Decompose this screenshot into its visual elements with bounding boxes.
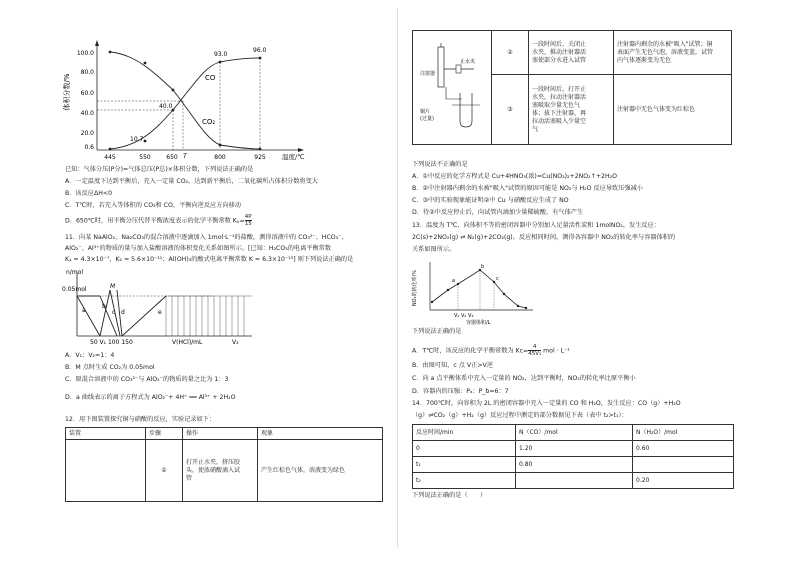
q11-option-a: A．V₁：V₂=1：4 [65,352,115,359]
curve-b-label: b [102,303,106,310]
y-tick-0.6: 0.6 [84,144,94,151]
q14-th-co: N（CO）/mol [516,425,633,441]
q14-th-time: 反应时间/min [413,425,516,441]
q14-line1: 14．700℃时，向容积为 2L 的密闭容器中充入一定量的 CO 和 H₂O，发生反应：CO（g）+H₂O [412,400,681,407]
val-10.7: 10.7 [130,136,144,143]
q10-option-d: D．650℃时，用平衡分压代替平衡浓度表示的化学平衡常数 Kₚ= $\frac{4P}{15}$ [65,214,252,227]
co-label: CO [205,74,216,82]
curve-c-label: c [112,309,116,316]
q11-line1: 11．向某 NaAlO₂、Na₂CO₃的混合溶液中逐滴加入 1mol·L⁻¹的盐酸，测得溶液中的 CO₃²⁻、HCO₃⁻、 [65,234,348,241]
x-tick-550: 550 [139,154,151,161]
x-tick-800: 800 [214,154,226,161]
q13-option-c: C．向 a 点平衡体系中充入一定量的 NO₂，达到平衡时，NO₂的转化率比原平衡小 [412,375,636,382]
q11-line3: K₁ = 4.3×10⁻⁷，K₂ = 5.6×10⁻¹¹；Al(OH)₃的酸式电离平衡常数 K = 6.3×10⁻¹³] 则下列说法正确的是 [65,256,354,263]
q13-xticks: V₁ V₂ V₃ [454,313,474,319]
row3-step: ③ [492,75,529,145]
row1-step: ① [146,440,183,502]
q11-xlabel: V(HCl)/mL [172,339,203,346]
row2-observation: 注射器内剩余的水被"吸入"试管；铜 表面产生无色气泡，溶液变蓝，试管 内气体逐渐变为无色 [614,31,732,75]
copper-label: 铜片 [420,108,431,115]
y-tick-20: 20.0 [80,130,94,137]
q11-line2: AlO₂⁻、Al³⁺的物质的量与加入盐酸溶液的体积变化关系如图所示。[已知：H₂CO₃的电离平衡常数 [65,245,332,252]
q10-xlabel: 温度/℃ [282,153,305,161]
nitric-label: (过量) [420,115,434,122]
curve-a-label: a [82,307,86,314]
q10-option-b: B．该反应ΔH<0 [65,190,113,197]
q12-options-stem: 下列说法不正确的是 [412,161,468,168]
q14-line2: （g）⇌CO₂（g）+H₂（g）反应过程中测定的部分数据见下表（表中 t₂>t₁）： [412,412,628,419]
x-tick-650: 650 [166,154,178,161]
q10-option-c: C．T℃时，若充入等体积的 CO₂和 CO，平衡向逆反应方向移动 [65,202,241,209]
point-c-label: c [496,276,499,282]
apparatus-diagram [416,43,488,133]
val-96: 96.0 [253,47,267,54]
table-row: t₂ 0.20 [413,473,734,489]
q12-option-d: D．待②中反应停止后，向试管内滴加少量稀硫酸，有气体产生 [412,209,584,216]
q13-xlabel: 容器体积/L [466,320,491,326]
q11-y005: 0.05mol [62,286,87,293]
q13-conversion-chart [408,258,538,326]
x-tick-445: 445 [104,154,116,161]
co2-curve [110,52,260,149]
apparatus-cell [66,440,146,502]
th-step: 步骤 [146,428,183,440]
q12-stem: 12．用下图装置探究铜与硝酸的反应，实验记录如下： [65,416,216,423]
apparatus-drawing-cell [413,31,492,145]
co2-label: CO₂ [202,118,216,126]
y-tick-60: 60.0 [80,90,94,97]
q13-option-b: B．由图可知，c 点 V正>V逆 [412,362,493,369]
point-b-label: b [481,264,485,270]
q11-option-b: B．M 点时生成 CO₂为 0.05mol [65,364,155,371]
point-m-label: M [110,283,116,290]
q10-volume-fraction-chart [60,38,315,164]
th-apparatus: 装置 [66,428,146,440]
q14-data-table [412,424,734,489]
q12-table-part1 [65,427,383,502]
q13-option-a: A．T℃时，该反应的化学平衡常数为 Kc= $\frac{4}{\text{45V₁}}$ mol · L⁻¹ [412,344,570,357]
q12-option-c: C．③中的实验现象能证明②中 Cu 与硝酸反应生成了 NO [412,197,569,204]
q11-option-c: C．原混合溶液中的 CO₃²⁻与 AlO₂⁻的物质的量之比为 1：3 [65,376,229,383]
val-93: 93.0 [214,51,228,58]
val-40: 40.0 [159,103,173,110]
row3-operation: 一段时间后，打开止 水夹，拉动注射器活 塞吸取少量无色气 体；拔下注射器，再 拉动活塞吸入少量空 气 [529,75,614,145]
syringe-label: 注射器 [420,70,436,77]
x-tick-925: 925 [254,154,266,161]
curve-e-label: e [158,309,162,316]
q13-line3: 关系如图所示。 [412,246,456,253]
q11-ion-amount-chart [62,268,262,348]
q10-option-a: A．一定温度下达到平衡后，充入一定量 CO₂，达到新平衡后，二氧化碳所占体积分数将变大 [65,178,318,185]
q11-ylabel: n/mol [66,269,84,276]
point-a-label: a [452,278,456,284]
th-operation: 操作 [183,428,258,440]
th-observation: 观象 [258,428,383,440]
clamp-label: 止水夹 [460,58,476,65]
q12-option-a: A．①中反应的化学方程式是 Cu+4HNO₃(浓)=Cu(NO₃)₂+2NO₂↑+2H₂O [412,173,617,180]
row3-observation: 注射器中无色气体变为红棕色 [614,75,732,145]
q11-v2: V₂ [232,339,239,346]
q13-line2: 2C(s)+2NO₂(g) ⇌ N₂(g)+2CO₂(g)。反应相同时间，测得各容器中 NO₂的转化率与容器体积的 [412,234,676,241]
y-tick-40: 40.0 [80,110,94,117]
q13-option-d: D．容器内的压强：Pₐ：P_b=6：7 [412,388,509,395]
row1-observation: 产生红棕色气体，溶液变为绿色 [258,440,383,502]
q14-stem: 下列说法正确的是（ ） [412,492,487,499]
q13-curve [432,270,526,308]
q13-line1: 13．温度为 T℃，向体积不等的密闭容器中分别加入足量活性炭和 1molNO₂，发生反应： [412,222,660,229]
q13-ylabel: NO₂的转化率/% [412,269,418,307]
y-tick-80: 80.0 [80,69,94,76]
row2-operation: 一段时间后，关闭止 水夹，推动注射器活 塞使部分水进入试管 [529,31,614,75]
curve-d-label: d [121,309,125,316]
row1-operation: 打开止水夹，挤压胶 头，使浓硝酸滴入试 管 [183,440,258,502]
q14-th-h2o: N（H₂O）/mol [633,425,734,441]
table-row: 0 1.20 0.60 [413,441,734,457]
column-divider [397,8,398,548]
table-row: t₁ 0.80 [413,457,734,473]
y-tick-100: 100.0 [76,50,94,57]
q12-table-part2 [412,30,732,145]
q11-xticks: 50 V₁ 100 150 [90,339,133,346]
row2-step: ② [492,31,529,75]
q10-ylabel: 体积分数/% [63,73,71,111]
q10-stem: 已知：气体分压(P分)=气体总压(P总)×体积分数，下列说法正确的是 [65,166,254,173]
q13-stem: 下列说法正确的是 [412,328,462,335]
q12-option-b: B．②中注射器内剩余的水被"吸入"试管的原因可能是 NO₂与 H₂O 反应导致压强减小 [412,185,643,192]
x-tick-T: T [183,153,187,160]
q11-option-d: D．a 曲线表示的离子方程式为 AlO₂⁻+ 4H⁺ ══ Al³⁺ + 2H₂O [65,394,236,401]
